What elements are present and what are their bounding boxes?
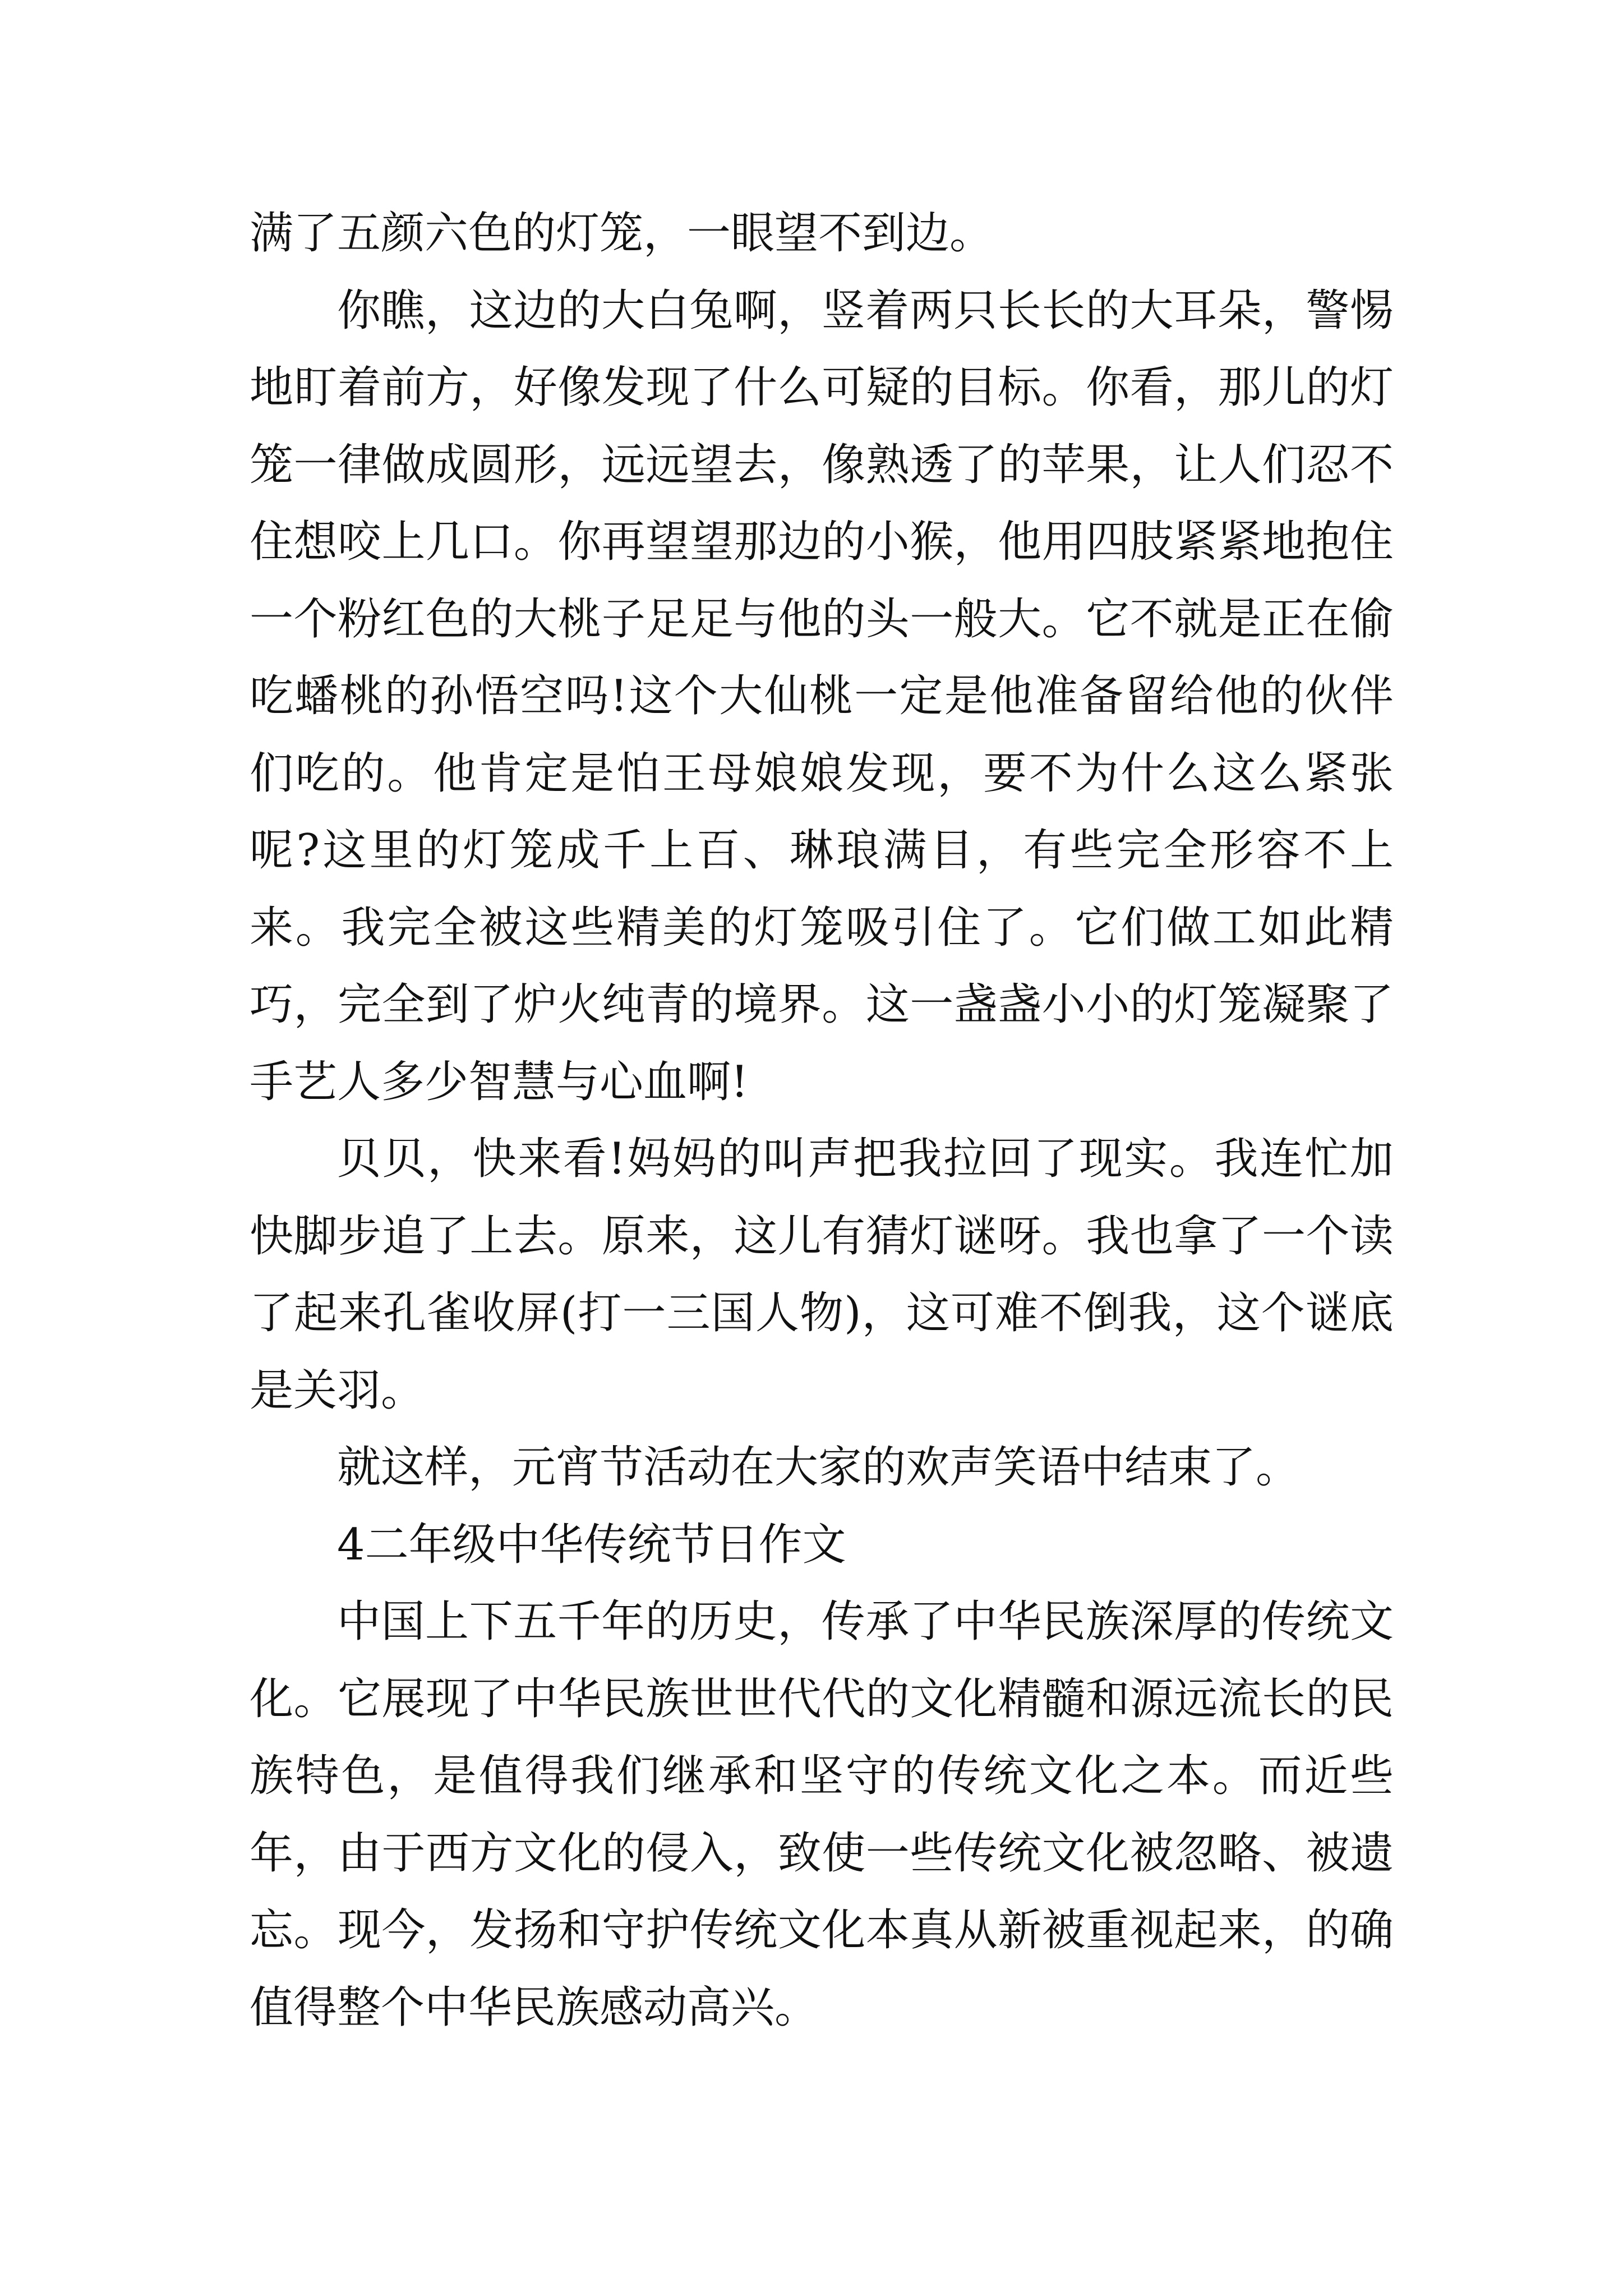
document-body: [250, 195, 1394, 2046]
paragraph-continuation: 满了五颜六色的灯笼，一眼望不到边。: [250, 208, 994, 259]
paragraph-culture: 中国上下五千年的历史，传承了中华民族深厚的传统文化。它展现了中华民族世世代代的文化精髓和源远流长的民族特色，是值得我们继承和坚守的传统文化之本。而近些年，由于西方文化的侵入，致使一些传统文化被忽略、被遗忘。现今，发扬和守护传统文化本真从新被重视起来，的确值得整个中华民族感动高兴。: [250, 1596, 1394, 2033]
paragraph-ending: 就这样，元宵节活动在大家的欢声笑语中结束了。: [337, 1442, 1300, 1493]
paragraph-lanterns: 你瞧，这边的大白兔啊，竖着两只长长的大耳朵，警惕地盯着前方，好像发现了什么可疑的目标。你看，那儿的灯笼一律做成圆形，远远望去，像熟透了的苹果，让人们忍不住想咬上几口。你再望望那边的小猴，他用四肢紧紧地抱住一个粉红色的大桃子足足与他的头一般大。它不就是正在偷吃蟠桃的孙悟空吗!这个大仙桃一定是他准备留给他的伙伴们吃的。他肯定是怕王母娘娘发现，要不为什么这么紧张呢?这里的灯笼成千上百、琳琅满目，有些完全形容不上来。我完全被这些精美的灯笼吸引住了。它们做工如此精巧，完全到了炉火纯青的境界。这一盏盏小小的灯笼凝聚了手艺人多少智慧与心血啊!: [250, 285, 1394, 1107]
section-heading: 4二年级中华传统节日作文: [337, 1519, 846, 1570]
paragraph-riddles: 贝贝，快来看!妈妈的叫声把我拉回了现实。我连忙加快脚步追了上去。原来，这儿有猜灯谜呀。我也拿了一个读了起来孔雀收屏(打一三国人物)，这可难不倒我，这个谜底是关羽。: [250, 1134, 1394, 1416]
